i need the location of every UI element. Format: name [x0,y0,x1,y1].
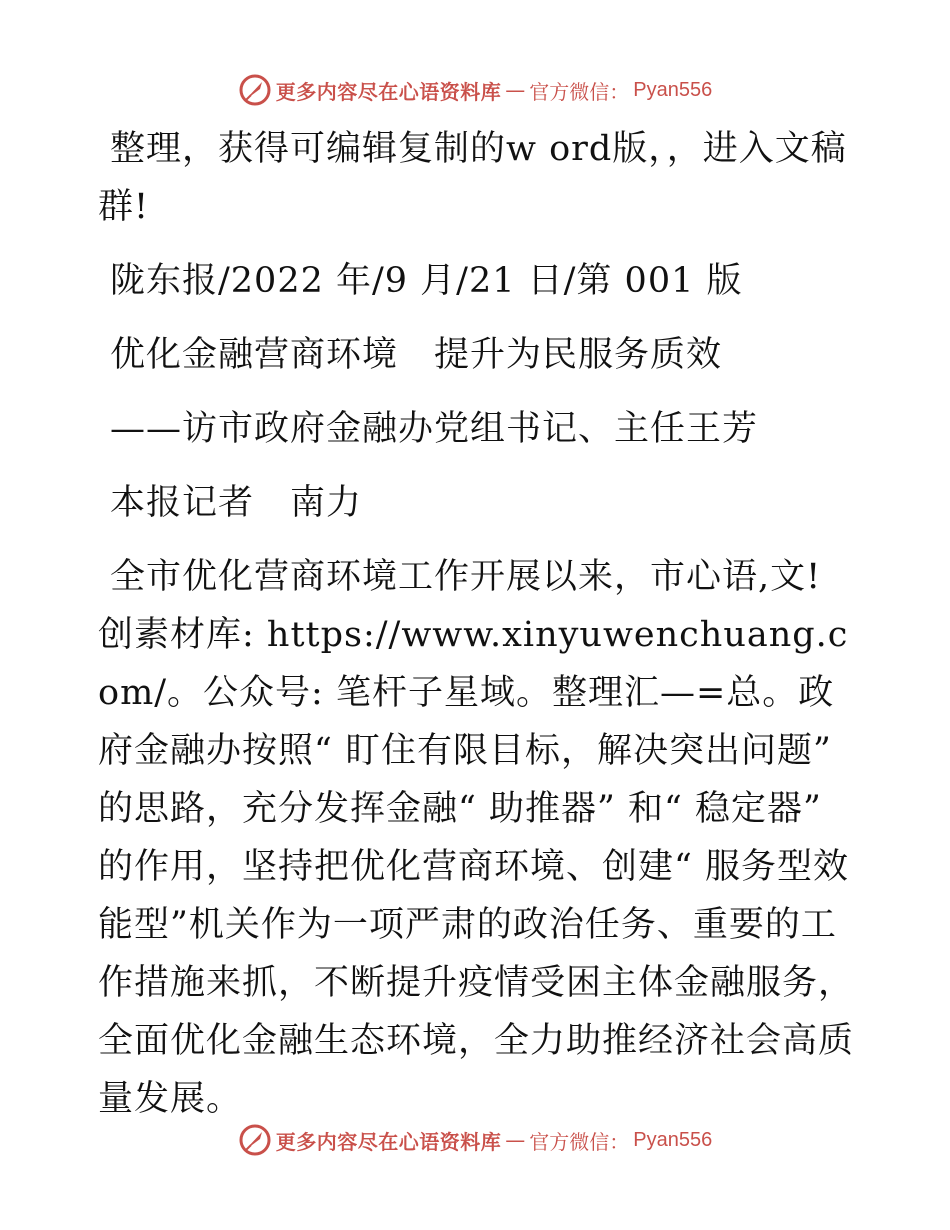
watermark-wechat-id: Pyan556 [633,1128,713,1151]
byline: 本报记者 南力 [110,483,363,523]
watermark-wechat-label: 官方微信： [529,1129,630,1154]
watermark-wechat-label: 官方微信： [529,79,630,104]
subheadline: ——访市政府金融办党组书记、主任王芳 [110,409,759,449]
header-watermark [0,70,950,110]
watermark-site-text: 更多内容尽在心语资料库 [275,1129,502,1154]
body-paragraph: 全市优化营商环境工作开展以来，市心语,文! 创素材库: https://www.xinyuwenchuang.com/。公众号: 笔杆子星域。整理汇—=总。政府金融办按照“ 盯住有限目标，解决突出问题” 的思路，充分发挥金融“ 助推器” 和“ 稳定器” 的作用，坚持把优化营商环境、创建“ 服务型效能型”机关作为一项严肃的政治任务、重要的工作措施来抓，不断提升疫情受困主体金融服务，全面优化金融生态环境，全力助推经济社会高质量发展。 [98,557,855,1119]
watermark-wechat-id: Pyan556 [633,78,713,101]
footer-watermark [0,1120,950,1160]
source-line: 陇东报/2022 年/9 月/21 日/第 001 版 [110,261,743,301]
watermark-separator: — [505,78,526,102]
watermark-separator: — [505,1128,526,1152]
watermark-site-text: 更多内容尽在心语资料库 [275,79,502,104]
intro-text: 整理，获得可编辑复制的w ord版，，进入文稿群! [98,129,847,227]
document-body [98,120,854,1163]
feather-pen-circle-icon [238,1123,272,1157]
headline: 优化金融营商环境 提升为民服务质效 [110,335,723,375]
feather-pen-circle-icon [238,73,272,107]
